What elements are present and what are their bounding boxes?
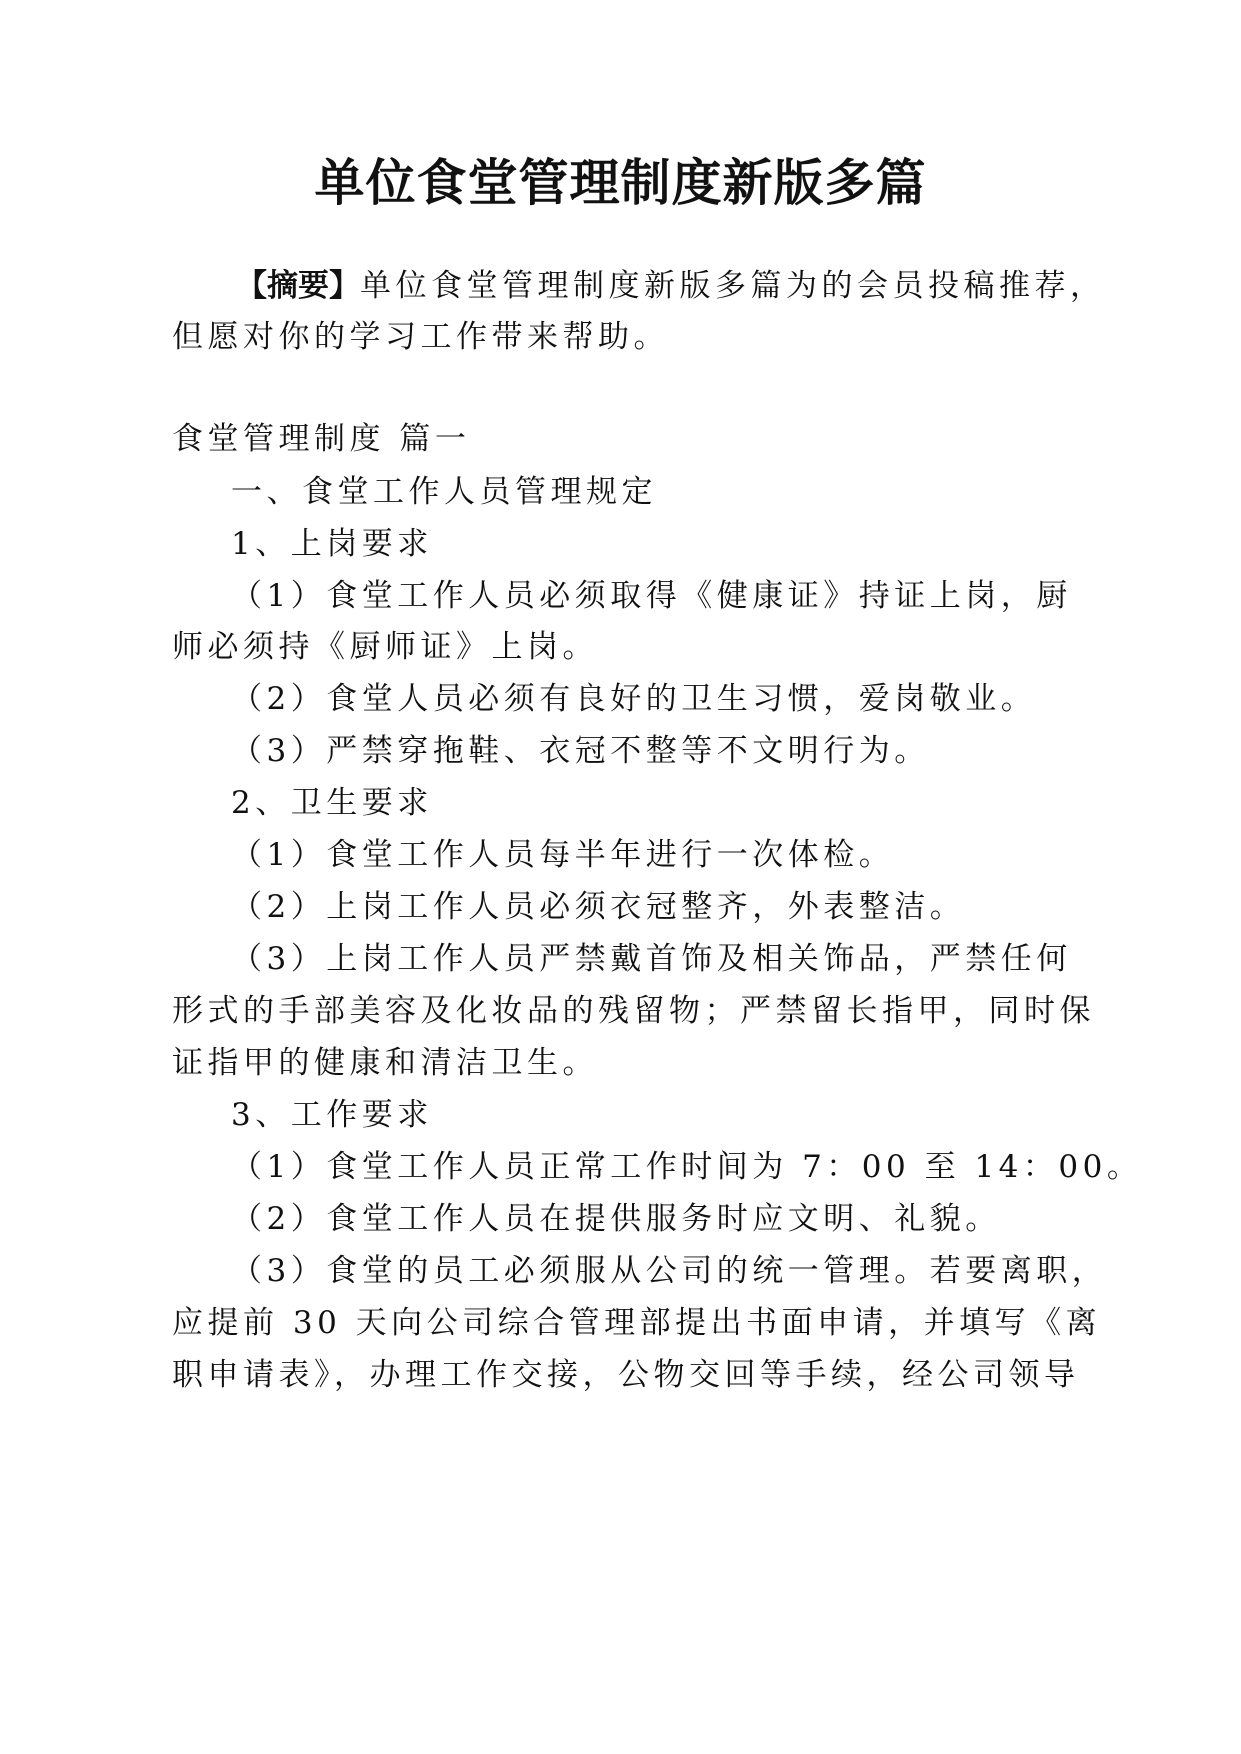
abstract-line-1: [236, 265, 1106, 307]
subheading-1: 1、上岗要求: [231, 526, 433, 562]
paragraph-line: （2）食堂人员必须有良好的卫生习惯，爱岗敬业。: [231, 681, 1037, 717]
paragraph-line: （1）食堂工作人员必须取得《健康证》持证上岗，厨: [231, 578, 1072, 614]
paragraph-line: 应提前 30 天向公司综合管理部提出书面申请，并填写《离: [172, 1305, 1102, 1341]
paragraph-line: 职申请表》，办理工作交接，公物交回等手续，经公司领导: [172, 1357, 1080, 1393]
section-heading: 食堂管理制度 篇一: [172, 421, 471, 457]
paragraph-line: 师必须持《厨师证》上岗。: [172, 629, 598, 665]
paragraph-line: 形式的手部美容及化妆品的残留物；严禁留长指甲，同时保: [172, 993, 1095, 1029]
paragraph-line: （2）上岗工作人员必须衣冠整齐，外表整洁。: [231, 889, 966, 925]
subheading-3: 3、工作要求: [231, 1097, 433, 1133]
paragraph-line: （3）严禁穿拖鞋、衣冠不整等不文明行为。: [231, 733, 930, 769]
paragraph-line: （1）食堂工作人员每半年进行一次体检。: [231, 837, 895, 873]
paragraph-line: 证指甲的健康和清洁卫生。: [172, 1045, 598, 1081]
document-title: 单位食堂管理制度新版多篇: [314, 154, 927, 212]
heading-1: 一、食堂工作人员管理规定: [231, 474, 657, 510]
abstract-text-1: 单位食堂管理制度新版多篇为的会员投稿推荐，: [360, 268, 1106, 304]
paragraph-line: （3）食堂的员工必须服从公司的统一管理。若要离职，: [231, 1253, 1108, 1289]
paragraph-line: （1）食堂工作人员正常工作时间为 7：00 至 14：00。: [231, 1149, 1143, 1185]
abstract-tag: 【摘要】: [236, 268, 360, 304]
paragraph-line: （3）上岗工作人员严禁戴首饰及相关饰品，严禁任何: [231, 941, 1072, 977]
subheading-2: 2、卫生要求: [231, 785, 433, 821]
paragraph-line: （2）食堂工作人员在提供服务时应文明、礼貌。: [231, 1201, 1001, 1237]
abstract-line-2: 但愿对你的学习工作带来帮助。: [172, 319, 669, 355]
